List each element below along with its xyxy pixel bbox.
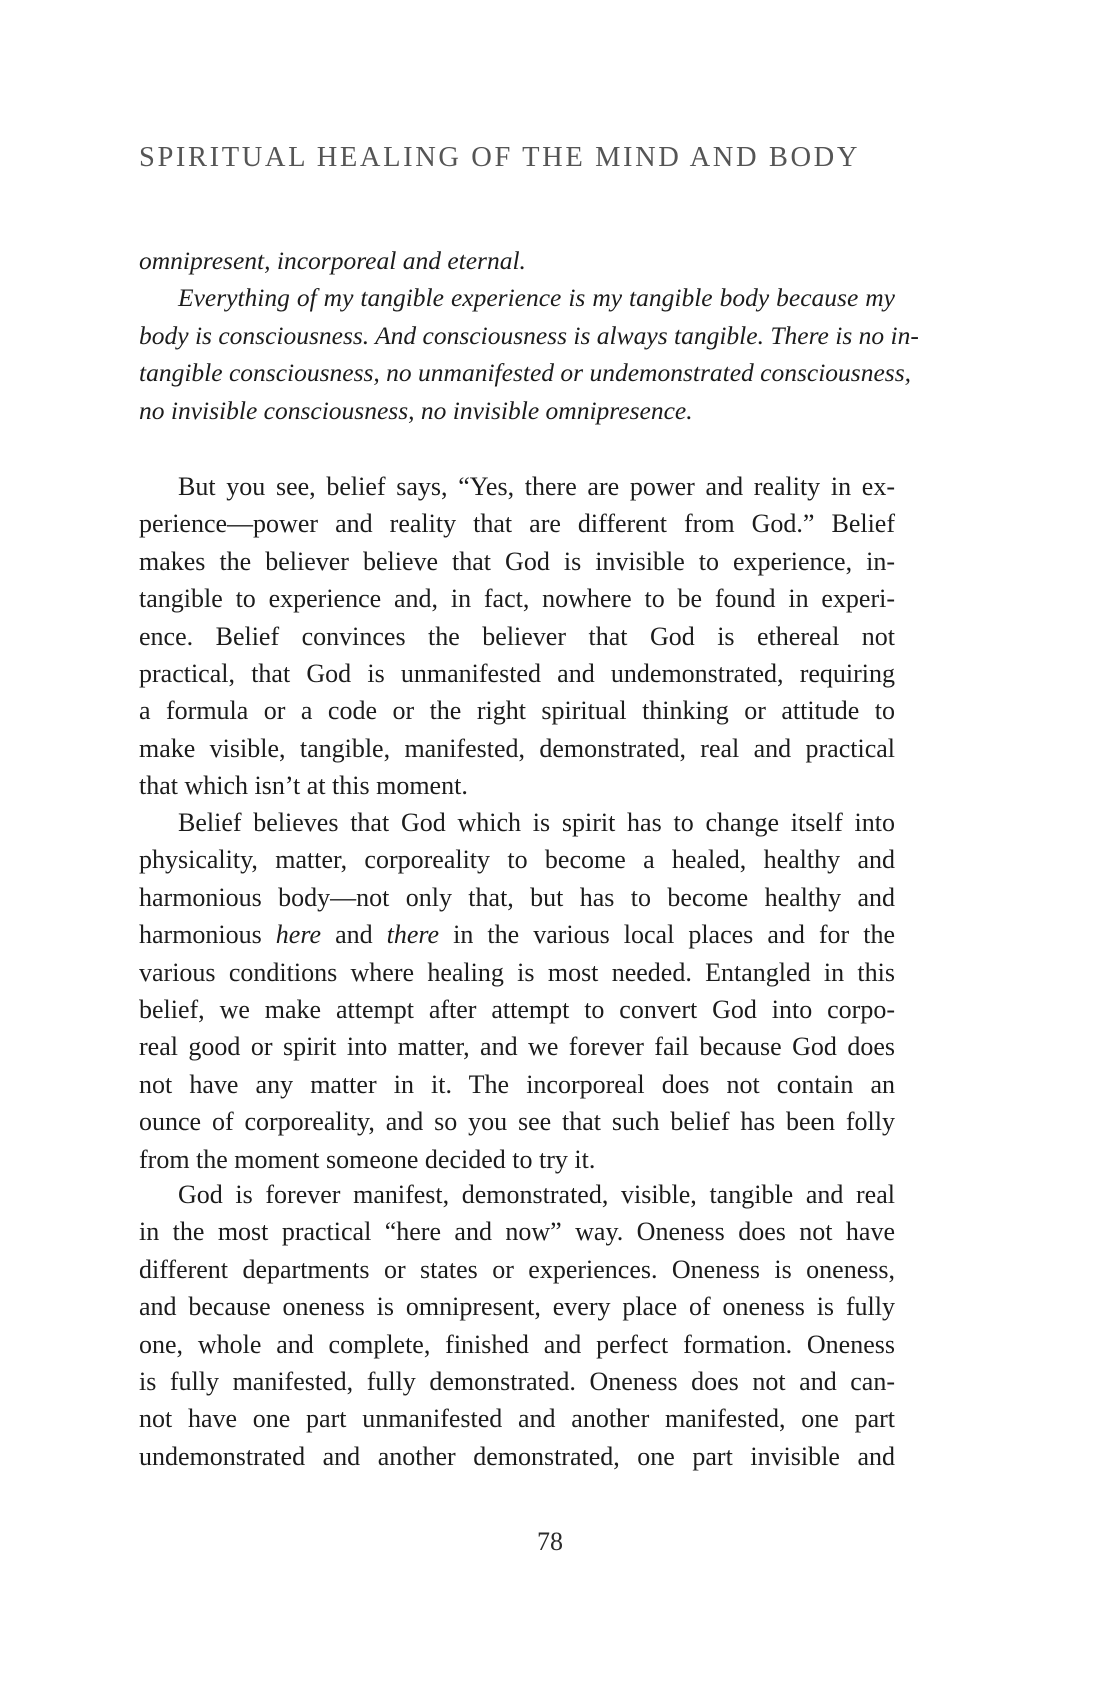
text-line: practical, that God is unmanifested and undemonstrated, requiring [139, 658, 895, 688]
text-line: make visible, tangible, manifested, demonstrated, real and practical [139, 733, 895, 763]
text-line: harmonious body—not only that, but has to become healthy and [139, 882, 895, 912]
text-line: real good or spirit into matter, and we forever fail because God does [139, 1032, 895, 1062]
text-line: various conditions where healing is most needed. Entangled in this [139, 957, 895, 987]
text-segment: in the various local places and for the [453, 920, 895, 950]
text-line: different departments or states or experiences. Oneness is oneness, [139, 1254, 895, 1284]
text-line: not have any matter in it. The incorporeal does not contain an [139, 1069, 895, 1099]
text-line: a formula or a code or the right spiritual thinking or attitude to [139, 696, 895, 726]
body-paragraph [139, 1176, 895, 1475]
text-line: ounce of corporeality, and so you see that such belief has been folly [139, 1107, 895, 1137]
text-line: But you see, belief says, “Yes, there are power and reality in ex- [178, 472, 895, 501]
text-segment: harmonious [139, 920, 262, 950]
text-line: tangible consciousness, no unmanifested or undemonstrated consciousness, [139, 358, 912, 388]
text-line: God is forever manifest, demonstrated, visible, tangible and real [178, 1180, 895, 1209]
emphasis-there: there [386, 920, 440, 950]
text-line: and because oneness is omnipresent, every place of oneness is fully [139, 1292, 895, 1322]
emphasis-here: here [275, 920, 322, 950]
text-line: Belief believes that God which is spirit has to change itself into [178, 808, 895, 837]
text-line: physicality, matter, corporeality to become a healed, healthy and [139, 845, 895, 875]
text-line: Everything of my tangible experience is my tangible body because my [178, 283, 895, 313]
body-paragraph [139, 468, 895, 805]
text-line: body is consciousness. And consciousness is always tangible. There is no in- [139, 320, 919, 350]
text-line: in the most practical “here and now” way. Oneness does not have [139, 1217, 895, 1247]
text-segment: and [335, 920, 373, 950]
text-line-with-emphasis [139, 916, 895, 953]
text-line: is fully manifested, fully demonstrated. Oneness does not and can- [139, 1366, 895, 1396]
running-title: SPIRITUAL HEALING OF THE MIND AND BODY [139, 142, 861, 173]
text-line: not have one part unmanifested and another manifested, one part [139, 1404, 895, 1434]
page-number: 78 [537, 1527, 563, 1556]
text-line: that which isn’t at this moment. [139, 771, 468, 801]
text-line: no invisible consciousness, no invisible omnipresence. [139, 395, 693, 425]
text-line: perience—power and reality that are different from God.” Belief [139, 509, 895, 539]
text-line: ence. Belief convinces the believer that God is ethereal not [139, 621, 895, 651]
text-line: belief, we make attempt after attempt to convert God into corpo- [139, 994, 895, 1024]
text-line: one, whole and complete, finished and perfect formation. Oneness [139, 1329, 895, 1359]
body-paragraph [139, 804, 895, 1178]
text-line: tangible to experience and, in fact, nowhere to be found in experi- [139, 584, 895, 614]
text-line: omnipresent, incorporeal and eternal. [139, 246, 526, 275]
text-line: makes the believer believe that God is invisible to experience, in- [139, 546, 895, 576]
text-line: undemonstrated and another demonstrated, one part invisible and [139, 1441, 895, 1471]
text-line: from the moment someone decided to try it. [139, 1144, 596, 1174]
italic-quote-block [139, 242, 919, 429]
